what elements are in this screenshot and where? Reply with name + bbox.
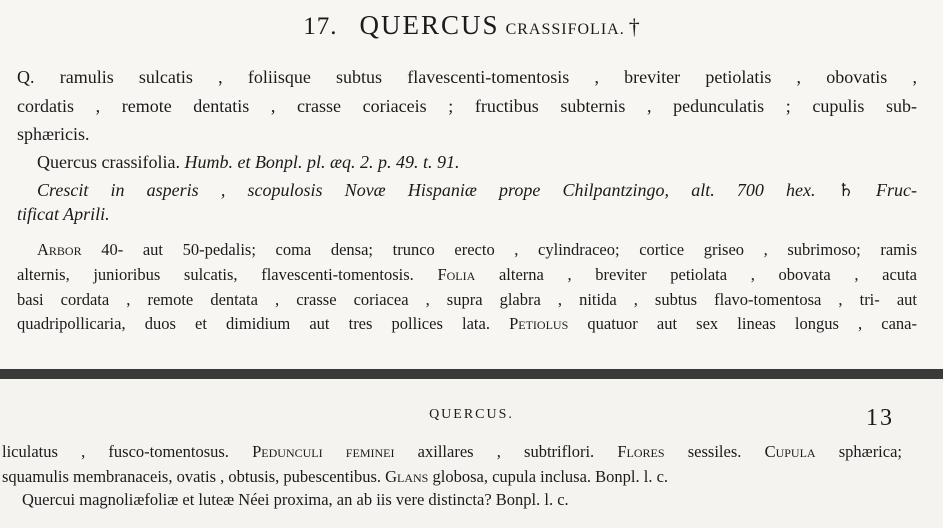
description-text-2b: alterna , breviter petiolata , obovata , acuta xyxy=(475,265,917,284)
description-line-4 xyxy=(17,313,917,335)
diagnosis-line-3: sphæricis. xyxy=(17,124,90,144)
term-petiolus: Petiolus xyxy=(509,314,569,333)
term-arbor: Arbor xyxy=(37,240,82,259)
habitat-line-2: tificat Aprili. xyxy=(17,204,110,224)
habitat-line-1: Crescit in asperis , scopulosis Novæ Hispaniæ prope Chilpantzingo, alt. 700 hex. ♄ Fruc- xyxy=(37,180,917,200)
dagger-mark: † xyxy=(628,14,640,39)
description-text-4a: quadripollicaria, duos et dimidium aut tres pollices lata. xyxy=(17,314,510,333)
diagnosis-line-1: Q. ramulis sulcatis , foliisque subtus flavescenti-tomentosis , breviter petiolatis , obovatis , xyxy=(17,67,917,87)
continuation-line-1 xyxy=(2,442,902,462)
cont-text-1e: sessiles. xyxy=(664,442,765,461)
description-line-3: basi cordata , remote dentata , crasse coriacea , supra glabra , nitida , subtus flavo-tomentosa , tri- aut xyxy=(17,290,917,309)
description-text-1: 40- aut 50-pedalis; coma densa; trunco erecto , cylindraceo; cortice griseo , subrimoso; ramis xyxy=(81,240,917,259)
page-number: 13 xyxy=(866,405,894,431)
term-pedunculi: Pedunculi feminei xyxy=(252,442,395,461)
term-flores: Flores xyxy=(617,442,665,461)
continuation-line-2 xyxy=(2,467,668,487)
page-divider xyxy=(0,369,943,379)
running-header: QUERCUS. xyxy=(429,407,514,422)
cont-text-2c: globosa, cupula inclusa. Bonpl. l. c. xyxy=(428,467,669,486)
synonym-line xyxy=(37,151,459,173)
synonym-name: Quercus crassifolia. xyxy=(37,152,180,172)
term-glans: Glans xyxy=(385,467,429,486)
species-number: 17. xyxy=(303,13,338,40)
genus-title: QUERCUS xyxy=(359,10,500,40)
description-text-2a: alternis, junioribus sulcatis, flavescenti-tomentosis. xyxy=(17,265,438,284)
term-cupula: Cupula xyxy=(764,442,816,461)
species-title: CRASSIFOLIA. xyxy=(505,21,625,38)
cont-text-2a: squamulis membranaceis, ovatis , obtusis, pubescentibus. xyxy=(2,467,386,486)
description-text-4b: quatuor aut sex lineas longus , cana- xyxy=(568,314,918,333)
cont-text-1c: axillares , subtriflori. xyxy=(394,442,618,461)
cont-text-1g: sphærica; xyxy=(815,442,903,461)
synonym-reference: Humb. et Bonpl. pl. æq. 2. p. 49. t. 91. xyxy=(184,152,460,172)
diagnosis-line-2: cordatis , remote dentatis , crasse coriaceis ; fructibus subternis , pedunculatis ; cupulis sub- xyxy=(17,96,917,116)
description-line-1 xyxy=(37,239,917,261)
lower-page xyxy=(0,379,943,528)
species-header xyxy=(0,10,943,41)
cont-text-1a: liculatus , fusco-tomentosus. xyxy=(2,442,253,461)
description-line-2 xyxy=(17,264,917,286)
term-folia: Folia xyxy=(437,265,476,284)
continuation-line-3: Quercui magnoliæfoliæ et luteæ Néei proxima, an ab iis vere distincta? Bonpl. l. c. xyxy=(22,490,569,509)
